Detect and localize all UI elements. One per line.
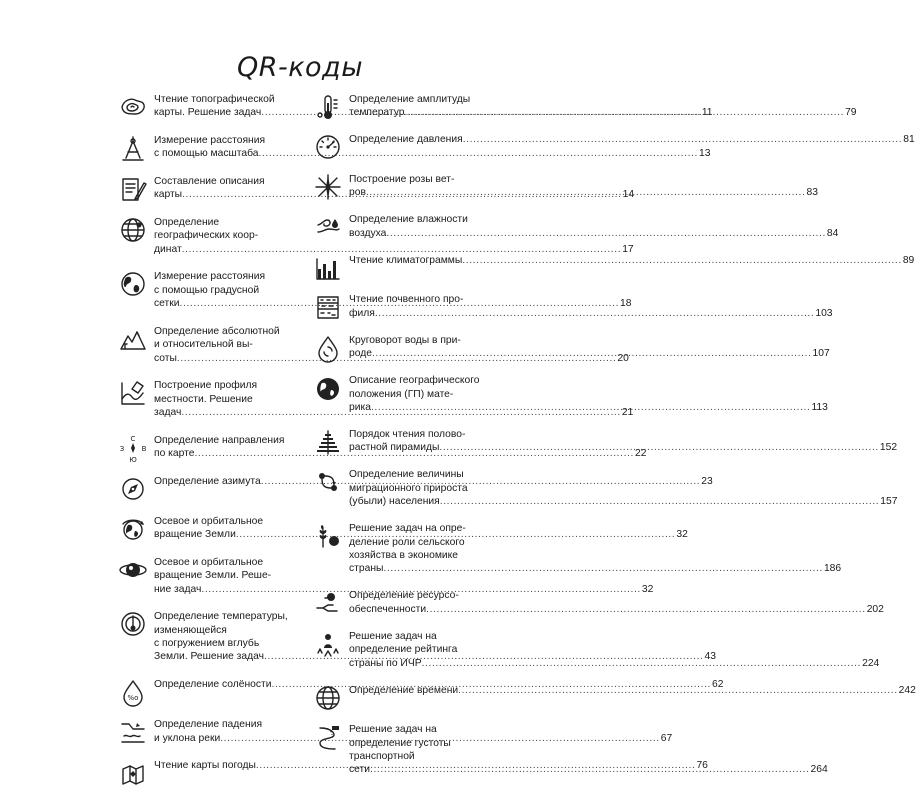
page-number: 224 [862,657,880,669]
toc-entry-lastline [349,562,841,575]
toc-entry-line: Решение задач на [349,630,437,642]
toc-entry-lastline [349,347,830,360]
toc-entry-line: Определение амплитуды [349,94,471,105]
leader-dots [405,106,845,119]
salinity-drop-icon [118,677,148,707]
page-number: 152 [879,442,898,454]
weather-map-icon [118,758,148,788]
toc-entry-text [349,427,897,455]
toc-entry-label: Определение солёности [154,679,272,690]
toc-entry-text [349,373,828,414]
toc-entry-lastline [349,254,914,267]
svg-text:В: В [141,444,147,453]
leader-dots [375,307,815,320]
toc-entry-line: Определение [154,217,220,228]
toc-entry-line: и относительной вы- [154,339,253,351]
toc-entry-text [349,292,833,320]
toc-entry-lastline [349,684,916,697]
humidity-icon [313,212,343,242]
toc-entry-line: с погружением вглубь [154,638,260,649]
toc-entry-label: карты. Решение задач [154,107,262,119]
toc-entry-text [349,588,884,616]
toc-entry-lastline [349,133,915,146]
wind-rose-icon [313,172,343,202]
toc-entry-line: Осевое и орбитальное [154,556,264,568]
toc-entry-line: определение рейтинга [349,644,458,656]
toc-entry-label: и уклона реки [154,732,221,744]
page-number: 14 [622,189,635,201]
compass-tool-icon [118,133,148,163]
toc-entry-line: Измерение расстояния [154,135,266,146]
toc-entry[interactable] [313,253,915,283]
soil-profile-icon [313,292,343,322]
toc-entry-label: роде [349,348,372,360]
page-number: 43 [704,651,716,663]
toc-entry-line: Определение величины [349,469,464,481]
page-number: 67 [660,732,673,744]
globe-grid-icon [118,215,148,245]
toc-entry-lastline [349,441,897,454]
toc-entry-line: Определение влажности [349,214,468,226]
toc-entry-lastline [349,106,857,119]
toc-entry-label: обеспеченности [349,603,427,615]
page-number: 76 [696,760,708,772]
migration-icon [313,467,343,497]
toc-entry-line: положения (ГП) мате- [349,388,454,400]
toc-entry-label: с помощью масштаба [154,148,259,160]
river-slope-icon [118,717,148,747]
toc-entry-line: с помощью градусной [154,284,260,296]
toc-entry-line: вращение Земли. Реше- [154,570,272,582]
svg-text:С: С [130,434,136,443]
page-number: 107 [812,348,830,360]
toc-entry-label: филя [349,307,375,319]
leader-dots [440,495,880,508]
svg-text:З: З [119,444,125,453]
page-number: 89 [902,254,915,266]
page-number: 17 [622,243,634,255]
toc-entry-label: температур [349,107,405,119]
toc-entry-line: миграционного прироста [349,482,468,494]
toc-entry-text [349,521,841,576]
terrain-map-icon [118,92,148,122]
leader-dots [383,562,823,575]
earth-orbit-icon [118,555,148,585]
toc-entry-label: Определение азимута [154,475,261,487]
climatogram-icon [313,253,343,283]
toc-entry-text [349,212,838,240]
leader-dots [422,657,862,670]
toc-entry-line: Определение ресурсо- [349,590,459,602]
age-pyramid-icon [313,427,343,457]
earth-rotation-icon [118,514,148,544]
page-number: 84 [826,227,839,239]
page-number: 22 [634,448,647,459]
toc-entry-label: Определение времени [349,684,459,696]
toc-entry-lastline [349,186,818,199]
toc-entry-text [349,467,897,508]
leader-dots [370,763,810,776]
toc-entry-line: Решение задач на опре- [349,523,466,535]
page-number: 32 [641,583,654,595]
page-number: 32 [676,529,688,541]
page-number: 81 [903,134,915,146]
toc-entry-label: Земли. Решение задач [154,651,264,663]
resources-hand-icon [313,588,343,618]
toc-entry-line: Чтение почвенного про- [349,294,464,306]
toc-entry-text [349,132,915,146]
toc-entry-line: Определение падения [154,719,263,731]
toc-entry-line: Построение розы вет- [349,174,455,185]
toc-entry-line: Чтение топографической [154,94,275,105]
leader-dots [426,603,866,616]
toc-entry-label: соты [154,352,177,364]
toc-entry-line: Порядок чтения полово- [349,429,466,440]
toc-entry-line: транспортной [349,751,415,762]
page-number: 18 [620,298,632,310]
page-number: 11 [701,107,713,119]
toc-entry-label: задач [154,407,182,418]
pencil-profile-icon [118,378,148,408]
pressure-gauge-icon [313,132,343,162]
page-number: 264 [810,764,828,776]
toc-entry-line: местности. Решение [154,393,253,405]
page-number: 186 [823,563,842,575]
notepad-pencil-icon [118,174,148,204]
toc-entry-text [349,172,818,200]
page-title: QR-коды [236,52,364,83]
page-number: 62 [712,679,724,690]
leader-dots [462,254,902,267]
globe-icon [118,269,148,299]
leader-dots [458,684,898,697]
time-globe-icon [313,683,343,713]
toc-entry-line: географических коор- [154,230,259,242]
water-cycle-icon [313,333,343,363]
toc-entry-label: Чтение климатограммы [349,254,463,266]
mountains-icon [118,324,148,354]
page-number: 20 [617,352,629,364]
page-number: 13 [699,148,711,160]
toc-entry-label: Чтение карты погоды [154,760,256,772]
agriculture-icon [313,521,343,551]
toc-entry-text [349,253,914,267]
toc-entry-label: ние задач [154,583,202,595]
toc-entry-line: деление роли сельского [349,536,465,548]
toc-entry-line: Составление описания [154,176,265,187]
svg-text:%o: %o [127,694,139,702]
toc-entry-label: страны по ИЧР [349,657,422,669]
toc-entry-label: вращение Земли [154,529,236,541]
page-number: 103 [815,307,833,319]
page-number: 23 [701,475,713,487]
leader-dots [439,441,879,454]
toc-entry-label: по карте [154,448,195,459]
toc-entry-text [349,683,916,697]
page-number: 242 [898,684,916,696]
leader-dots [372,347,812,360]
toc-entry-text [349,92,857,120]
globe-location-icon [313,373,343,403]
page-number: 79 [845,107,857,119]
rating-people-icon [313,629,343,659]
thermometer-icon [313,92,343,122]
page-number: 113 [811,402,828,413]
toc-entry-label: рика [349,402,371,413]
toc-entry-lastline [349,401,828,414]
toc-entry-label: растной пирамиды [349,442,440,454]
toc-entry-line: Построение профиля [154,380,258,392]
toc-entry-line: изменяющейся [154,624,227,636]
toc-entry-lastline [349,307,833,320]
toc-entry-line: Измерение расстояния [154,271,266,283]
cardinal-directions-icon [118,433,148,463]
leader-dots [463,133,903,146]
leader-dots [386,227,826,240]
toc-entry-label: сетки [154,298,180,310]
toc-entry-line: Осевое и орбитальное [154,515,264,527]
toc-entry-text [349,333,830,361]
toc-entry-label: ров [349,187,366,199]
toc-entry-label: воздуха [349,227,387,239]
toc-entry-line: Круговорот воды в при- [349,334,461,346]
toc-entry-label: (убыли) населения [349,496,440,508]
toc-entry-label: Определение давления [349,134,463,146]
toc-entry-text [349,629,879,670]
toc-entry-line: Решение задач на [349,724,437,736]
toc-entry-label: карты [154,189,183,201]
toc-entry-lastline [349,227,838,240]
toc-entry-lastline [349,495,897,508]
toc-entry[interactable] [313,212,839,242]
toc-entry-lastline [349,603,884,616]
toc-entry-lastline [349,657,879,670]
toc-entry-line: Определение абсолютной [154,325,280,337]
toc-entry-line: хозяйства в экономике [349,550,459,561]
page-number: 83 [806,187,818,199]
page-number: 21 [621,407,634,418]
page-number: 202 [866,603,884,615]
transport-road-icon [313,722,343,752]
toc-entry-label: страны [349,563,384,575]
toc-entry-lastline [349,763,828,776]
toc-entry-label: динат [154,243,182,255]
leader-dots [371,401,811,414]
thermometer-earth-icon [118,609,148,639]
toc-entry-text [349,722,828,777]
leader-dots [366,186,806,199]
toc-entry-line: определение густоты [349,737,451,749]
toc-entry-line: Описание географического [349,375,480,387]
toc-entry-line: Определение направления [154,434,285,446]
toc-entry-label: сети [349,764,371,776]
compass-icon [118,474,148,504]
page-number: 157 [880,496,898,508]
toc-entry-line: Определение температуры, [154,611,288,623]
svg-text:Ю: Ю [129,455,137,464]
